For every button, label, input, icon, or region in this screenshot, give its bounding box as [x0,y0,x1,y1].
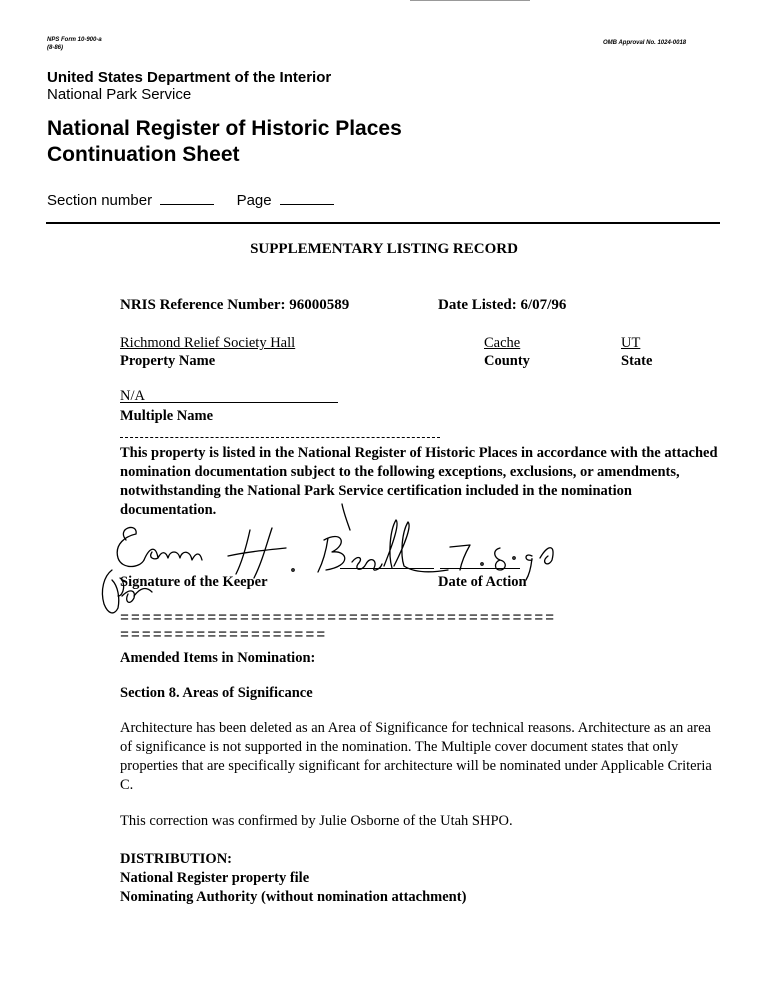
signature-label: Signature of the Keeper [120,574,268,590]
department-name: United States Department of the Interior [47,69,332,86]
title-line-2: Continuation Sheet [47,143,240,166]
page-blank [280,203,334,205]
omb-approval: OMB Approval No. 1024-0018 [603,40,687,46]
handwritten-signature-area [96,500,736,625]
section-8-heading: Section 8. Areas of Significance [120,685,313,701]
multiple-name-value: N/A [120,388,145,404]
signature-line [340,568,434,569]
county-label: County [484,353,530,369]
confirmation-paragraph: This correction was confirmed by Julie Osborne of the Utah SHPO. [120,813,513,829]
distribution-item-1: National Register property file [120,870,310,886]
section-number-blank [160,203,214,205]
listing-statement: This property is listed in the National Register of Historic Places in accordance with the attached nomination documentation subject to the following exceptions, exclusions, or amendments, notwithstanding the National Park Service certification included in the nomination documentation. [120,445,718,518]
distribution-heading: DISTRIBUTION: [120,851,232,867]
date-listed: Date Listed: 6/07/96 [438,297,567,313]
scan-edge-mark [410,0,530,1]
header-rule [46,222,720,224]
amended-items-heading: Amended Items in Nomination: [120,650,316,666]
agency-name: National Park Service [47,86,192,103]
distribution-item-2: Nominating Authority (without nomination attachment) [120,889,467,905]
form-revision: (8-86) [47,45,64,51]
dashed-separator [120,437,440,438]
date-of-action-label: Date of Action [438,574,527,590]
section-number-label: Section number [47,192,153,209]
equals-separator-1: ======================================== [120,610,557,627]
page-title [47,116,402,168]
page-label: Page [236,192,272,209]
date-line [440,568,520,569]
form-number-block [47,36,102,52]
amendment-paragraph: Architecture has been deleted as an Area of Significance for technical reasons. Architecture as an area of significance is not supported in the nomination. The Multiple cover document states that only properties that are specifically significant for architecture will be nominated under Applicable Criteria C. [120,720,712,793]
nris-reference: NRIS Reference Number: 96000589 [120,297,350,313]
equals-separator-2: =================== [120,627,328,644]
distribution-block [120,850,466,907]
county-value: Cache [484,335,521,351]
state-value: UT [621,335,641,351]
state-label: State [621,353,653,369]
property-name-label: Property Name [120,353,216,369]
multiple-name-label: Multiple Name [120,408,214,424]
multiple-name-underline [120,402,338,403]
form-number: NPS Form 10-900-a [47,37,102,43]
property-name-value: Richmond Relief Society Hall [120,335,296,351]
record-heading: SUPPLEMENTARY LISTING RECORD [250,241,518,257]
section-page-row [47,192,334,209]
title-line-1: National Register of Historic Places [47,117,402,140]
